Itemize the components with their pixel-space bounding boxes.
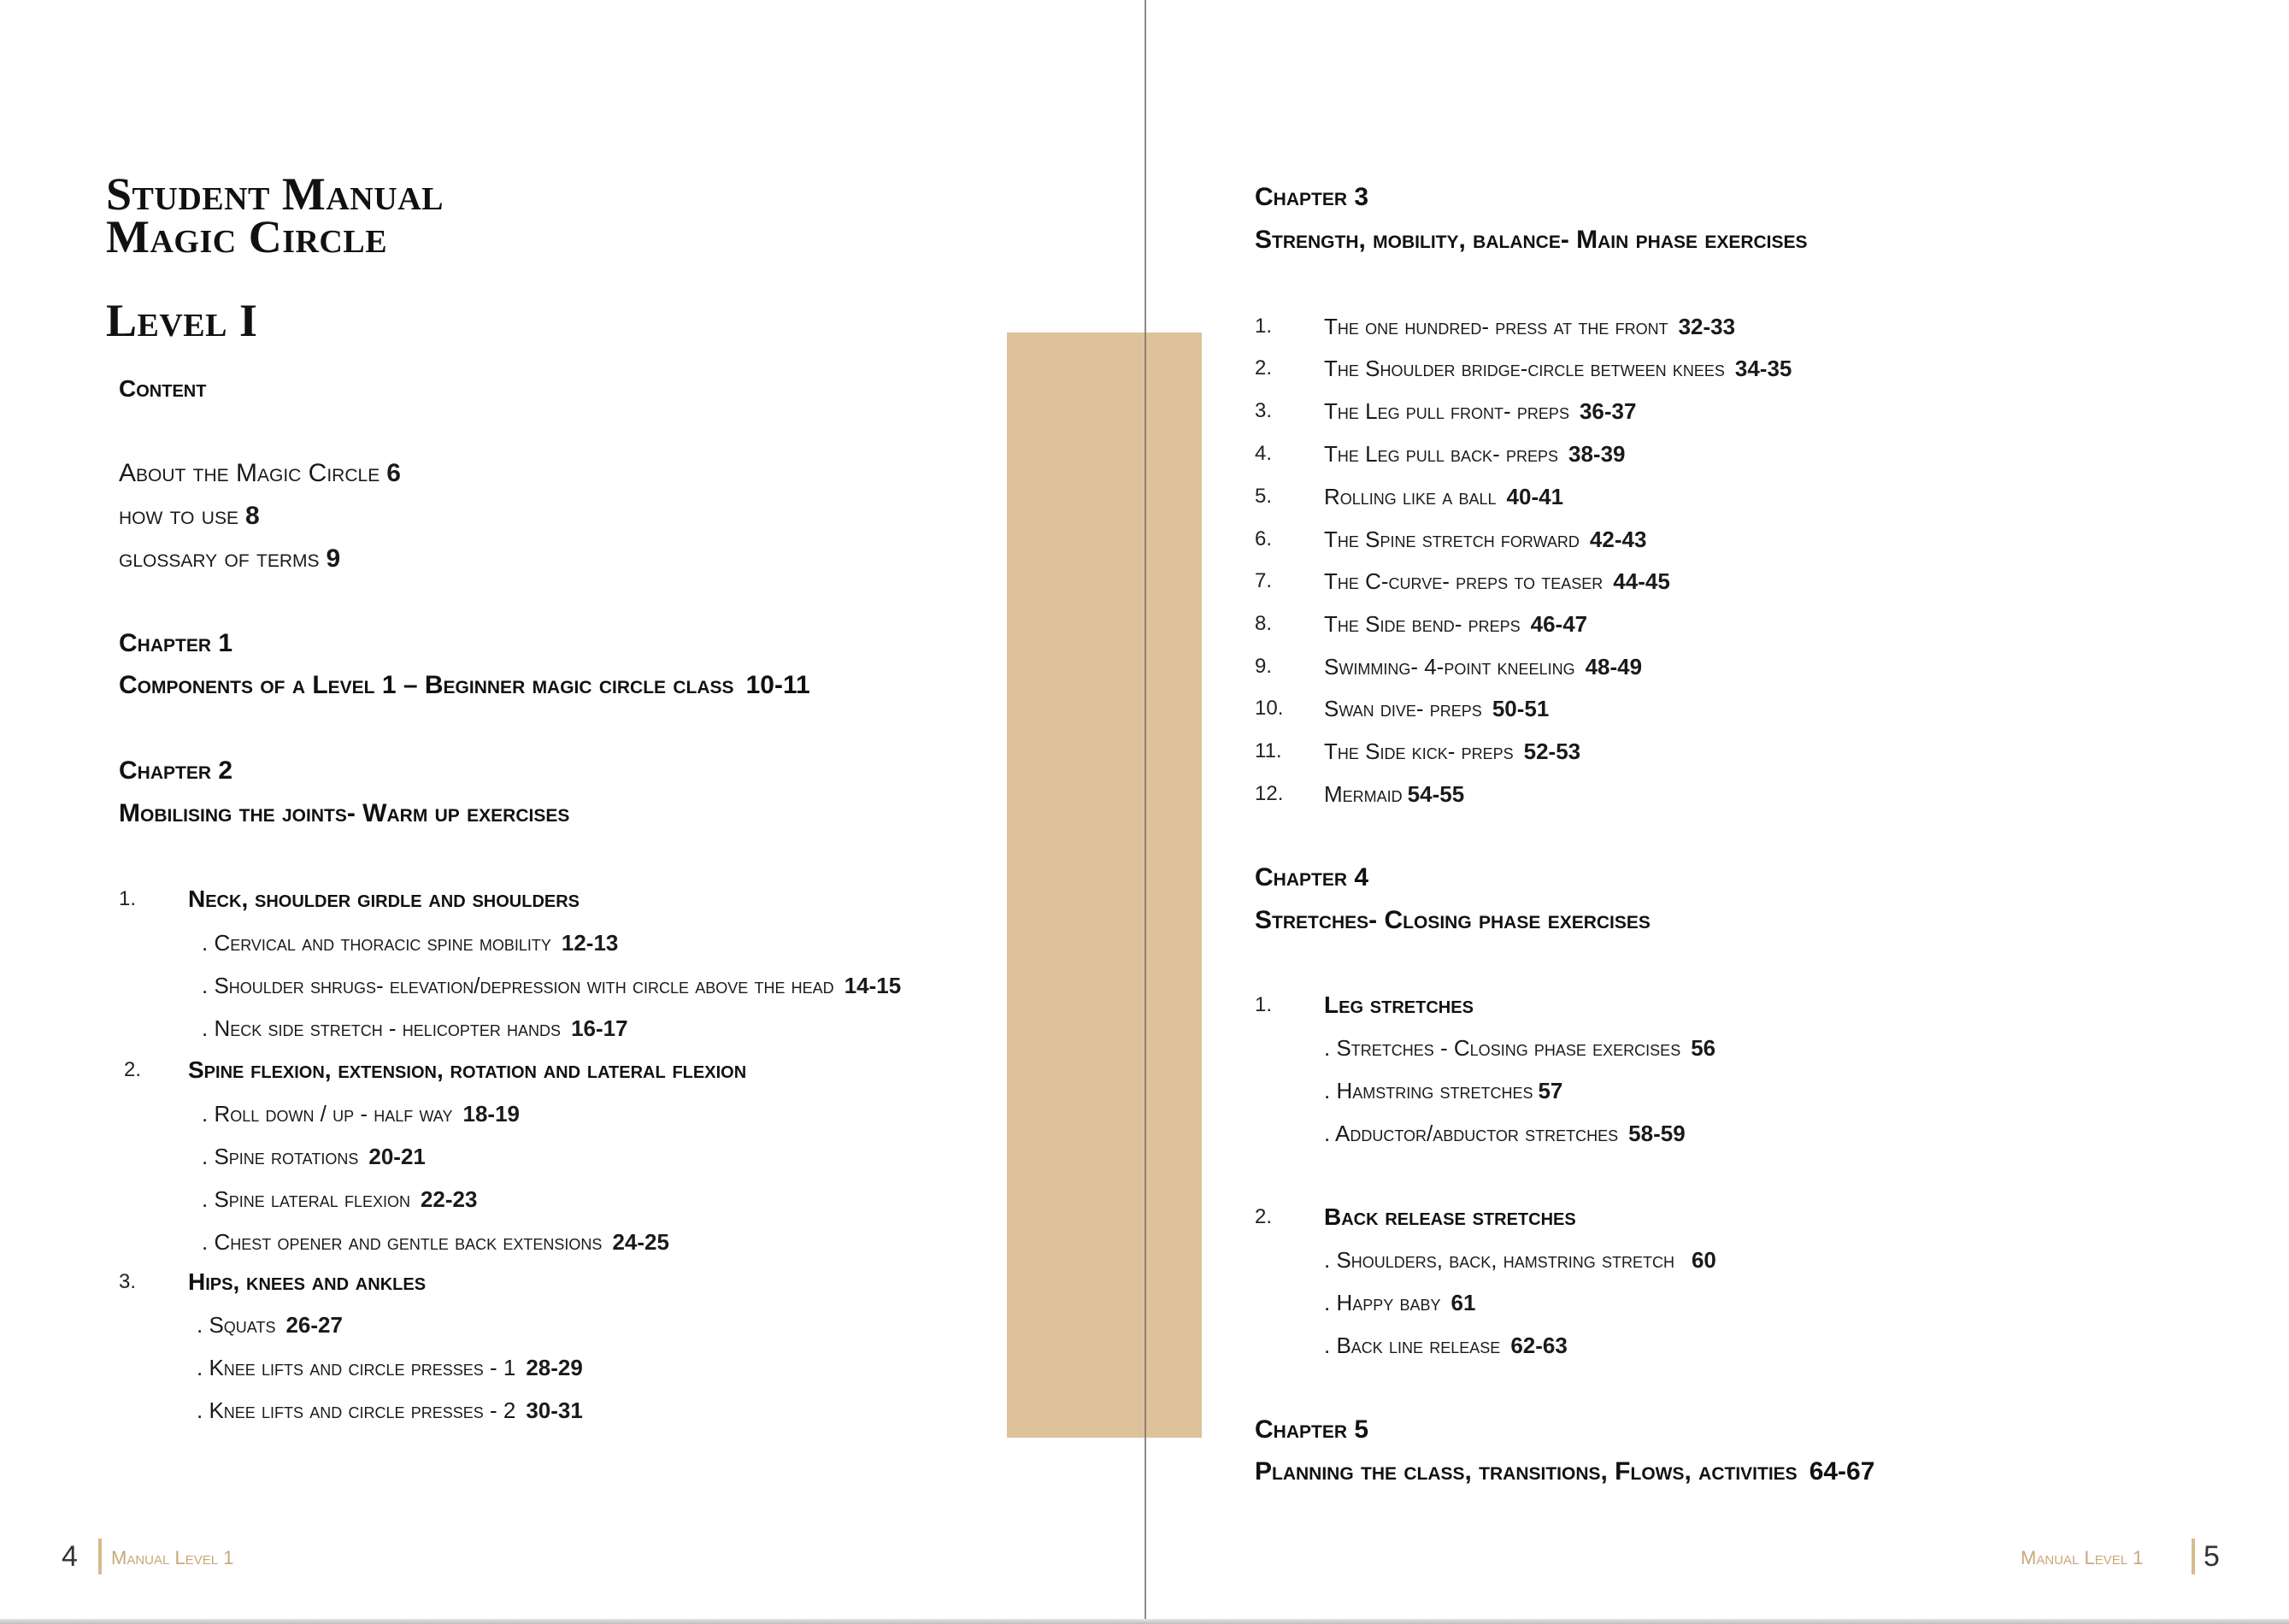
toc-item[interactable]: . Roll down / up - half way 18-19: [202, 1101, 520, 1127]
toc-item[interactable]: Mermaid 54-55: [1324, 781, 1465, 807]
footer-divider-left: [98, 1539, 102, 1574]
toc-item[interactable]: . Chest opener and gentle back extensions 24-25: [202, 1229, 669, 1255]
toc-item[interactable]: . Knee lifts and circle presses - 2 30-31: [197, 1397, 583, 1423]
chapter-1-title[interactable]: Components of a Level 1 – Beginner magic circle class 10-11: [119, 671, 810, 699]
item-number: 7.: [1255, 569, 1273, 592]
item-number: 5.: [1255, 485, 1273, 508]
toc-item[interactable]: . Adductor/abductor stretches 58-59: [1324, 1121, 1686, 1146]
item-number: 9.: [1255, 655, 1273, 678]
toc-item[interactable]: . Back line release 62-63: [1324, 1333, 1568, 1358]
item-number: 2.: [1255, 356, 1273, 380]
toc-item[interactable]: The one hundred- press at the front 32-33: [1324, 314, 1736, 339]
chapter-4-title: Stretches- Closing phase exercises: [1255, 906, 1651, 934]
chapter-5-title[interactable]: Planning the class, transitions, Flows, activities 64-67: [1255, 1457, 1875, 1486]
toc-item[interactable]: . Cervical and thoracic spine mobility 12-13: [202, 930, 619, 956]
item-number: 3.: [1255, 399, 1273, 422]
section-title: Leg stretches: [1324, 991, 1474, 1018]
item-number: 11.: [1255, 739, 1282, 762]
toc-item[interactable]: About the Magic Circle 6: [119, 459, 401, 487]
toc-item[interactable]: . Shoulder shrugs- elevation/depression with circle above the head 14-15: [202, 973, 902, 998]
toc-item[interactable]: The C-curve- preps to teaser 44-45: [1324, 568, 1670, 594]
toc-item[interactable]: . Happy baby 61: [1324, 1290, 1476, 1315]
section-number: 3.: [119, 1270, 137, 1293]
toc-item[interactable]: . Stretches - Closing phase exercises 56: [1324, 1035, 1716, 1061]
toc-item[interactable]: The Leg pull back- preps 38-39: [1324, 441, 1626, 467]
chapter-3-title: Strength, mobility, balance- Main phase exercises: [1255, 226, 1808, 254]
toc-item[interactable]: . Neck side stretch - helicopter hands 16-17: [202, 1015, 628, 1041]
manual-title-line-2: Magic Circle: [106, 211, 388, 262]
section-title: Spine flexion, extension, rotation and lateral flexion: [188, 1056, 747, 1083]
toc-item[interactable]: how to use 8: [119, 502, 260, 530]
manual-title-line-1: Student Manual: [106, 168, 444, 220]
footer-divider-right: [2192, 1539, 2195, 1574]
toc-item[interactable]: . Squats 26-27: [197, 1312, 343, 1338]
page-bottom-edge: [0, 1619, 2289, 1624]
level-title: Level I: [106, 295, 258, 346]
toc-item[interactable]: . Spine rotations 20-21: [202, 1144, 426, 1169]
toc-item[interactable]: . Spine lateral flexion 22-23: [202, 1186, 478, 1212]
page-number-left: 4: [62, 1540, 78, 1573]
section-number: 1.: [119, 887, 137, 910]
item-number: 6.: [1255, 527, 1273, 550]
chapter-2-label: Chapter 2: [119, 756, 233, 785]
toc-item[interactable]: . Hamstring stretches 57: [1324, 1078, 1563, 1103]
content-heading: Content: [119, 375, 207, 402]
toc-item[interactable]: . Shoulders, back, hamstring stretch 60: [1324, 1247, 1716, 1273]
toc-item[interactable]: The Leg pull front- preps 36-37: [1324, 398, 1637, 424]
spine-over-tan-block: [1144, 332, 1146, 1438]
footer-label-left: Manual Level 1: [111, 1547, 234, 1568]
item-number: 8.: [1255, 612, 1273, 635]
footer-label-right: Manual Level 1: [2021, 1547, 2144, 1568]
item-number: 12.: [1255, 782, 1284, 805]
toc-item[interactable]: The Shoulder bridge-circle between knees 34-35: [1324, 356, 1792, 381]
chapter-4-label: Chapter 4: [1255, 863, 1369, 891]
section-title: Hips, knees and ankles: [188, 1268, 427, 1295]
item-number: 4.: [1255, 442, 1273, 465]
section-title: Back release stretches: [1324, 1203, 1576, 1230]
section-number: 2.: [1255, 1205, 1273, 1228]
item-number: 10.: [1255, 697, 1284, 720]
item-number: 1.: [1255, 315, 1273, 338]
chapter-5-label: Chapter 5: [1255, 1415, 1369, 1444]
toc-item[interactable]: Rolling like a ball 40-41: [1324, 484, 1564, 509]
toc-item[interactable]: Swimming- 4-point kneeling 48-49: [1324, 654, 1643, 680]
toc-item[interactable]: glossary of terms 9: [119, 544, 341, 573]
toc-item[interactable]: The Side kick- preps 52-53: [1324, 738, 1581, 764]
toc-item[interactable]: The Spine stretch forward 42-43: [1324, 527, 1647, 552]
chapter-1-label: Chapter 1: [119, 629, 233, 657]
toc-item[interactable]: The Side bend- preps 46-47: [1324, 611, 1588, 637]
toc-item[interactable]: . Knee lifts and circle presses - 1 28-29: [197, 1355, 583, 1380]
toc-item[interactable]: Swan dive- preps 50-51: [1324, 696, 1550, 721]
chapter-2-title: Mobilising the joints- Warm up exercises: [119, 799, 570, 827]
section-number: 1.: [1255, 993, 1273, 1016]
section-number: 2.: [124, 1058, 142, 1081]
chapter-3-label: Chapter 3: [1255, 183, 1369, 211]
section-title: Neck, shoulder girdle and shoulders: [188, 886, 580, 912]
page-number-right: 5: [2204, 1540, 2220, 1573]
decorative-tan-block: [1007, 332, 1202, 1438]
